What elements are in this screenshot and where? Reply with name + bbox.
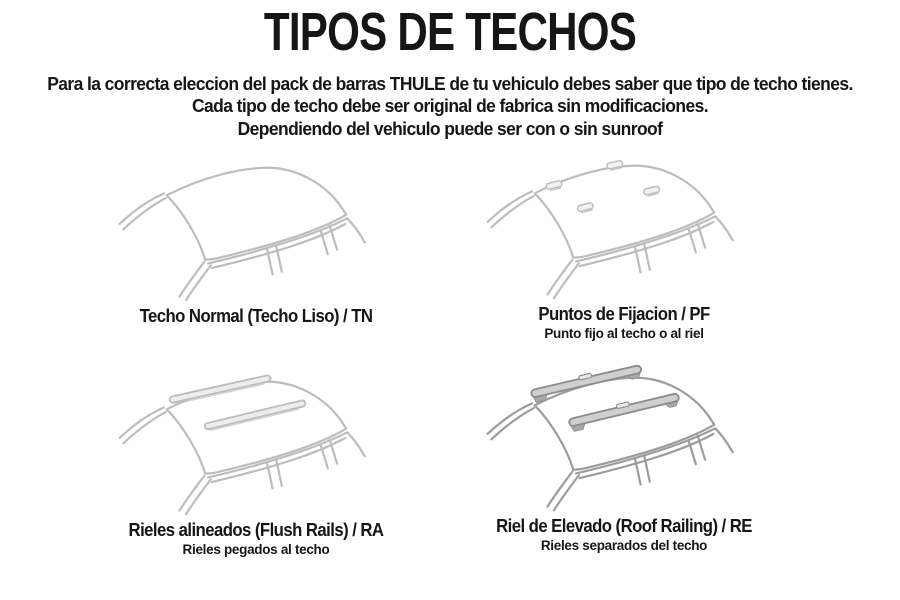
roof-fixation-points-illustration <box>464 150 784 302</box>
intro-line-1: Para la correcta eleccion del pack de barras THULE de tu vehiculo debes saber que tipo de techo tienes. <box>47 74 853 94</box>
intro-paragraph <box>14 73 887 140</box>
roof-type-sublabel: Rieles separados del techo <box>540 538 708 553</box>
flush-rail-icon <box>169 375 271 405</box>
roof-type-label: Puntos de Fijacion / PF <box>538 304 710 324</box>
roof-type-label: Rieles alineados (Flush Rails) / RA <box>128 520 384 540</box>
roof-flush-rails-illustration <box>96 366 416 518</box>
flush-rail-icon <box>204 400 306 432</box>
roof-raised-railing-illustration <box>464 362 784 514</box>
roof-type-label: Riel de Elevado (Roof Railing) / RE <box>496 516 752 536</box>
roof-normal-illustration <box>96 152 416 304</box>
roof-type-card-tn <box>66 152 446 344</box>
intro-line-3: Dependiendo del vehiculo puede ser con o sin sunroof <box>237 118 663 139</box>
fixation-pad-icon <box>546 180 563 191</box>
fixation-pad-icon <box>577 202 594 213</box>
fixation-pad-icon <box>643 186 660 197</box>
raised-rail-icon <box>530 362 643 403</box>
intro-line-2: Cada tipo de techo debe ser original de fabrica sin modificaciones. <box>191 96 708 117</box>
fixation-pad-icon <box>607 160 624 170</box>
roof-type-sublabel <box>66 327 446 344</box>
roof-type-card-ra <box>66 366 446 558</box>
page-title: TIPOS DE TECHOS <box>263 2 637 62</box>
raised-rail-icon <box>568 390 681 432</box>
roof-type-card-pf <box>434 150 814 342</box>
roof-type-sublabel: Rieles pegados al techo <box>182 542 330 557</box>
roof-type-label: Techo Normal (Techo Liso) / TN <box>139 306 373 326</box>
roof-type-sublabel: Punto fijo al techo o al riel <box>544 326 704 341</box>
roof-type-card-re <box>434 362 814 554</box>
